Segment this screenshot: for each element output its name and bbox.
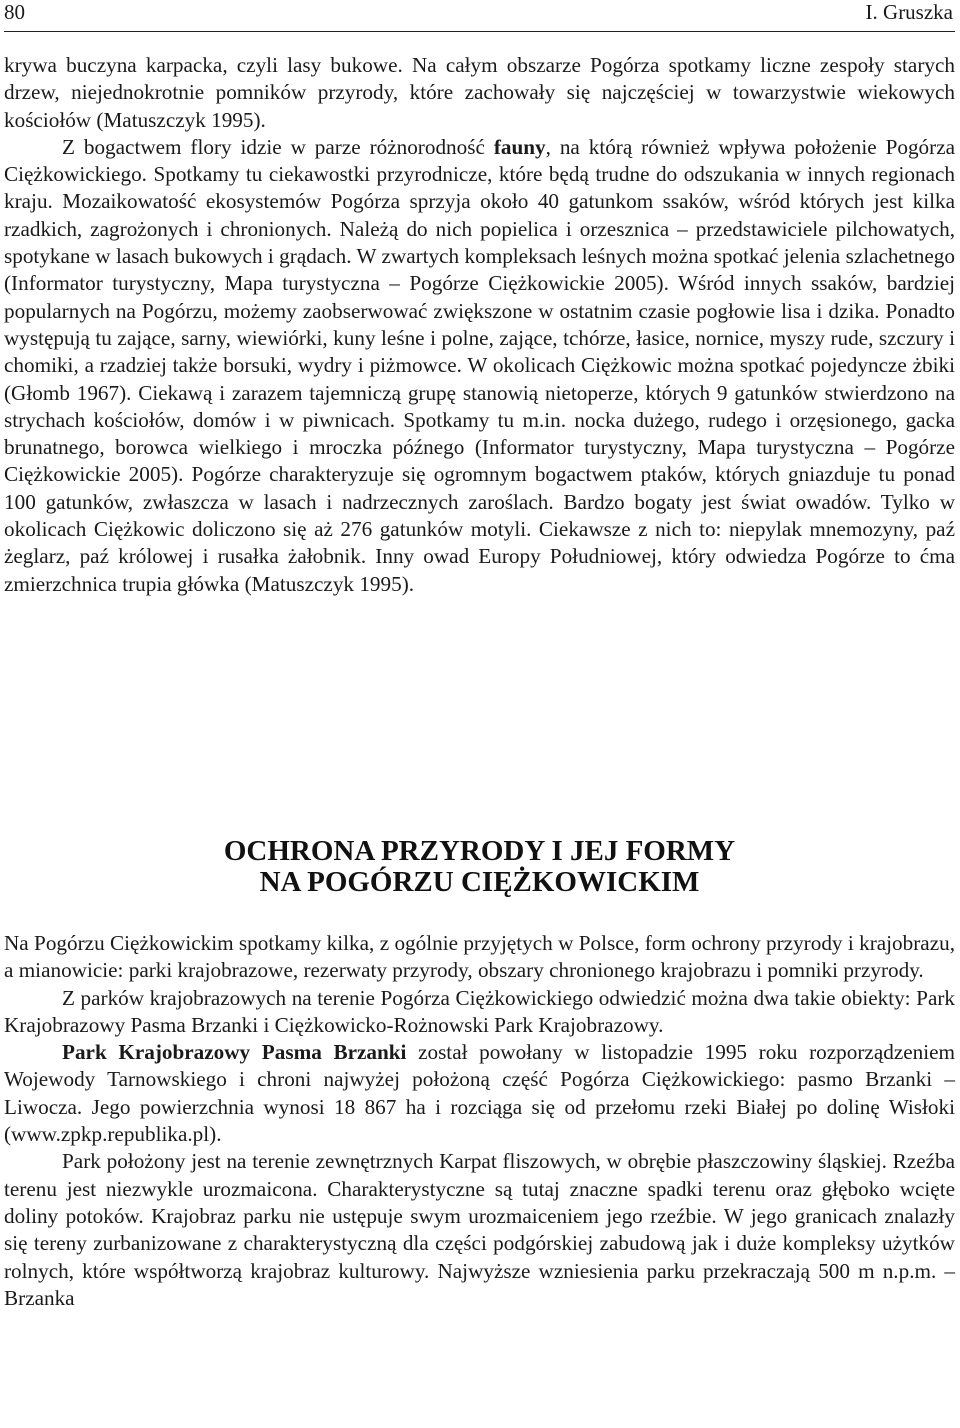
header-rule xyxy=(4,31,955,32)
document-page xyxy=(4,0,955,1428)
fauna-section-text xyxy=(4,52,955,598)
section-heading xyxy=(4,836,955,898)
running-header-author: I. Gruszka xyxy=(865,0,953,24)
brzanki-park-name: Park Krajobrazowy Pasma Brzanki xyxy=(62,1040,407,1065)
running-header xyxy=(4,0,955,28)
paragraph-landscape-parks: Z parków krajobrazowych na terenie Pogórza Ciężkowickiego odwiedzić można dwa takie obiekty: Park Krajobrazowy Pasma Brzanki i Ciężkowicko-Rożnowski Park Krajobrazowy. xyxy=(4,985,955,1037)
paragraph-park-terrain: Park położony jest na terenie zewnętrznych Karpat fliszowych, w obrębie płaszczowiny śląskiej. Rzeźba terenu jest niezwykle urozmaicona. Charakterystyczne są tutaj znaczne spadki terenu oraz głęboko wcięte doliny potoków. Krajobraz parku nie ustępuje swym urozmaiceniem jego rzeźbie. W jego granicach znalazły się tereny zurbanizowane z charakterystyczną dla części podgórskiej zabudową jak i duże kompleksy użytków rolnych, które współtworzą krajobraz kulturowy. Najwyższe wzniesienia parku przekraczają 500 m n.p.m. – Brzanka xyxy=(4,1149,955,1310)
paragraph-continuation: krywa buczyna karpacka, czyli lasy bukowe. Na całym obszarze Pogórza spotkamy liczne zespoły starych drzew, niejednokrotnie pomników przyrody, które zachowały się najczęściej w towarzystwie wiekowych kościołów (Matuszczyk 1995). xyxy=(4,53,955,132)
page-number: 80 xyxy=(4,0,25,24)
paragraph-fauna-body: , na którą również wpływa położenie Pogórza Ciężkowickiego. Spotkamy tu ciekawostki przyrodnicze, które będą trudne do odszukania w innych regionach kraju. Mozaikowatość ekosystemów Pogórza sprzyja około 40 gatunkom ssaków, wśród których jest kilka rzadkich, zagrożonych i chronionych. Należą do nich popielica i orzesznica – przedstawiciele pilchowatych, spotykane w lasach bukowych i grądach. W zwartych kompleksach leśnych można spotkać jelenia szlachetnego (Informator turystyczny, Mapa turystyczna – Pogórze Ciężkowickie 2005). Wśród innych ssaków, bardziej popularnych na Pogórzu, możemy zaobserwować zwiększone w ostatnim czasie pogłowie lisa i dzika. Ponadto występują tu zające, sarny, wiewiórki, kuny leśne i polne, zające, tchórze, łasice, nornice, myszy rude, szczury i chomiki, a rzadziej także borsuki, wydry i piżmowce. W okolicach Ciężkowic można spotkać pojedyncze żbiki (Głomb 1967). Ciekawą i zarazem tajemniczą grupę stanowią nietoperze, których 9 gatunków stwierdzono na strychach kościołów, domów i w piwnicach. Spotkamy tu m.in. nocka dużego, rudego i orzęsionego, gacka brunatnego, borowca wielkiego i mroczka późnego (Informator turystyczny, Mapa turystyczna – Pogórze Ciężkowickie 2005). Pogórze charakteryzuje się ogromnym bogactwem ptaków, których gniazduje tu ponad 100 gatunków, zwłaszcza w lasach i nadrzecznych zaroślach. Bardzo bogaty jest świat owadów. Tylko w okolicach Ciężkowic doliczono się aż 276 gatunków motyli. Ciekawsze z nich to: niepylak mnemozyny, paź żeglarz, paź królowej i rusałka żałobnik. Inny owad Europy Południowej, który odwiedza Pogórze to ćma zmierzchnica trupia główka (Matuszczyk 1995). xyxy=(4,134,956,596)
brzanki-park-description: został powołany w listopadzie 1995 roku rozporządzeniem Wojewody Tarnowskiego i chroni najwyżej położoną część Pogórza Ciężkowickiego: pasmo Brzanki – Liwocza. Jego powierzchnia wynosi 18 867 ha i rozciąga się od przełomu rzeki Białej po dolinę Wisłoki (www.zpkp.republika.pl). xyxy=(4,1040,955,1147)
paragraph-fauna xyxy=(4,134,955,598)
section-heading-line-1: OCHRONA PRZYRODY I JEJ FORMY xyxy=(223,835,736,867)
paragraph-fauna-start: Z bogactwem flory idzie w parze różnorodność xyxy=(62,134,494,159)
paragraph-protection-forms: Na Pogórzu Ciężkowickim spotkamy kilka, z ogólnie przyjętych w Polsce, form ochrony przyrody i krajobrazu, a mianowicie: parki krajobrazowe, rezerwaty przyrody, obszary chronionego krajobrazu i pomniki przyrody. xyxy=(4,931,955,983)
fauna-keyword: fauny xyxy=(493,134,546,159)
protection-section-text xyxy=(4,930,955,1312)
section-heading-line-2: NA POGÓRZU CIĘŻKOWICKIM xyxy=(259,866,700,898)
paragraph-brzanki-park xyxy=(4,1039,955,1148)
